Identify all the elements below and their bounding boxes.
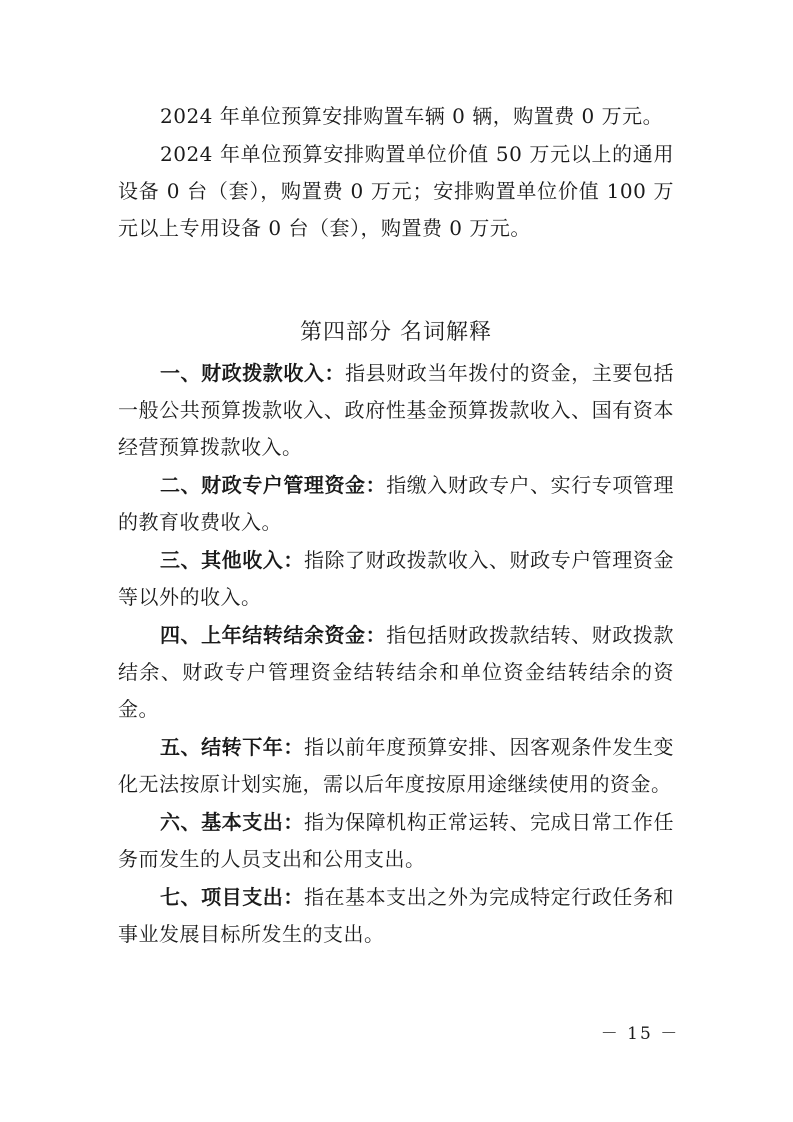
section-title: 第四部分 名词解释 — [300, 320, 492, 345]
term-label: 二、财政专户管理资金： — [160, 473, 387, 497]
term-definition: 指县财政当年拨付的资金，主要包括一般公共预算拨款收入、政府性基金预算拨款收入、国有资本经营预算拨款收入。 — [118, 361, 674, 459]
equipment-purchase-paragraph: 2024 年单位预算安排购置单位价值 50 万元以上的通用设备 0 台（套），购置费 0 万元；安排购置单位价值 100 万元以上专用设备 0 台（套），购置费 0 万元。 — [118, 142, 674, 240]
page-content — [118, 98, 674, 953]
term-label: 五、结转下年： — [160, 735, 304, 759]
term-paragraph — [118, 879, 674, 953]
term-definition: 指以前年度预算安排、因客观条件发生变化无法按原计划实施，需以后年度按原用途继续使用的资金。 — [118, 735, 674, 796]
term-paragraph — [118, 804, 674, 878]
page-number: － 15 － — [600, 1024, 680, 1044]
term-definition: 指除了财政拨款收入、财政专户管理资金等以外的收入。 — [118, 548, 674, 609]
term-paragraph — [118, 355, 674, 466]
term-paragraph — [118, 617, 674, 728]
term-paragraph — [118, 467, 674, 541]
term-definition: 指在基本支出之外为完成特定行政任务和事业发展目标所发生的支出。 — [118, 885, 674, 946]
term-label: 三、其他收入： — [160, 548, 304, 572]
term-paragraph — [118, 729, 674, 803]
term-label: 四、上年结转结余资金： — [160, 623, 387, 647]
term-definition: 指为保障机构正常运转、完成日常工作任务而发生的人员支出和公用支出。 — [118, 810, 674, 871]
term-label: 一、财政拨款收入： — [160, 361, 346, 385]
vehicle-purchase-paragraph: 2024 年单位预算安排购置车辆 0 辆，购置费 0 万元。 — [160, 104, 664, 128]
term-paragraph — [118, 542, 674, 616]
term-definition: 指缴入财政专户、实行专项管理的教育收费收入。 — [118, 473, 674, 534]
term-label: 六、基本支出： — [160, 810, 304, 834]
term-definition: 指包括财政拨款结转、财政拨款结余、财政专户管理资金结转结余和单位资金结转结余的资金。 — [118, 623, 674, 721]
term-label: 七、项目支出： — [160, 885, 304, 909]
